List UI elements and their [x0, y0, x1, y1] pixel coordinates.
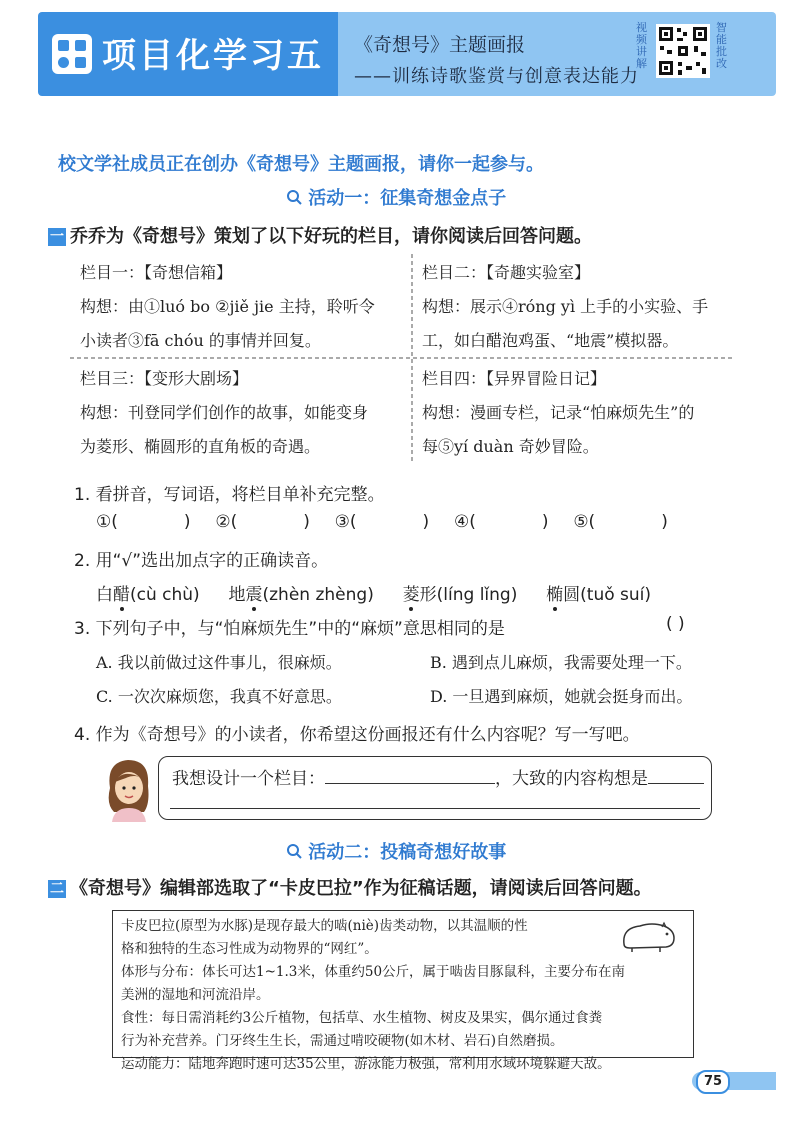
passage-line: 格和独特的生态习性成为动物界的“网红”。: [121, 941, 378, 957]
passage-line: 卡皮巴拉(原型为水豚)是现存最大的啮(niè)齿类动物，以其温顺的性: [121, 918, 528, 934]
column-desc-line: 构想：由①luó bo ②jiě jie 主持，聆听令: [80, 297, 375, 316]
section-title-2: 《奇想号》编辑部选取了“卡皮巴拉”作为征稿话题，请阅读后回答问题。: [70, 878, 652, 899]
column-cell-3: [80, 362, 368, 464]
option-a[interactable]: A. 我以前做过这件事儿，很麻烦。: [96, 653, 342, 672]
option-d[interactable]: D. 一旦遇到麻烦，她就会挺身而出。: [430, 687, 693, 706]
pinyin-item[interactable]: [403, 585, 518, 605]
search-icon: [286, 189, 302, 210]
grid-icon: [52, 34, 92, 74]
column-name: 栏目四：【异界冒险日记】: [422, 369, 607, 388]
blank-close-2: ): [303, 512, 310, 532]
activity-title-2-text: 活动二：投稿奇想好故事: [308, 842, 507, 863]
prompt-text: 我想设计一个栏目：: [172, 769, 325, 789]
prompt-text-2: ，大致的内容构想是: [495, 769, 648, 789]
pinyin-options: (zhèn zhèng): [262, 585, 374, 605]
page-title: 项目化学习五: [102, 36, 324, 76]
page-header: [0, 0, 800, 118]
column-desc-line: 小读者③fā chóu 的事情并回复。: [80, 331, 321, 350]
dotted-char: 椭: [546, 585, 564, 605]
content-blank-line-2[interactable]: [170, 808, 700, 809]
qr-label-right: 智能批改: [716, 21, 727, 70]
blank-open-1: ①(: [96, 512, 118, 532]
question-3: 3. 下列句子中，与“怕麻烦先生”中的“麻烦”意思相同的是: [74, 619, 505, 639]
answer-paren[interactable]: ( ): [666, 614, 685, 634]
reading-passage: [112, 910, 694, 1072]
pinyin-item[interactable]: [229, 585, 374, 605]
dotted-char: 醋: [113, 585, 130, 605]
page-number: 75: [696, 1070, 730, 1094]
pinyin-choices-row: [96, 580, 716, 605]
question-2: 2. 用“√”选出加点字的正确读音。: [74, 551, 329, 571]
section-number-1: 一: [50, 229, 64, 245]
column-table: [70, 252, 734, 464]
column-desc-line: 工，如白醋泡鸡蛋、“地震”模拟器。: [422, 331, 679, 350]
pinyin-options: (líng lǐng): [436, 585, 518, 605]
passage-line: 美洲的湿地和河流沿岸。: [121, 987, 270, 1003]
activity-title-1: [286, 184, 506, 210]
column-name: 栏目一：【奇想信箱】: [80, 263, 233, 282]
passage-line: 体形与分布：体长可达1~1.3米，体重约50公斤，属于啮齿目豚鼠科，主要分布在南: [121, 964, 626, 980]
dotted-char: 菱: [402, 585, 420, 605]
header-subtitle: 《奇想号》主题画报: [354, 34, 526, 56]
pinyin-options: (tuǒ suí): [580, 585, 652, 605]
blank-open-2: ②(: [215, 512, 238, 532]
question-4: 4. 作为《奇想号》的小读者，你希望这份画报还有什么内容呢？写一写吧。: [74, 725, 640, 745]
option-b[interactable]: B. 遇到点儿麻烦，我需要处理一下。: [430, 653, 692, 672]
column-name-blank[interactable]: [325, 783, 495, 784]
pinyin-options: (cù chù): [130, 585, 200, 605]
qr-code-icon[interactable]: [656, 24, 710, 78]
column-desc-line: 构想：刊登同学们创作的故事，如能变身: [80, 403, 369, 422]
option-c[interactable]: C. 一次次麻烦您，我真不好意思。: [96, 687, 342, 706]
blank-close-5: ): [661, 512, 668, 532]
intro-text: 校文学社成员正在创办《奇想号》主题画报，请你一起参与。: [58, 154, 544, 175]
blank-open-5: ⑤(: [573, 512, 596, 532]
activity-title-1-text: 活动一：征集奇想金点子: [308, 188, 507, 209]
column-cell-1: [80, 256, 375, 358]
search-icon: [286, 843, 302, 864]
passage-line: 行为补充营养。门牙终生生长，需通过啃咬硬物(如木材、岩石)自然磨损。: [121, 1033, 564, 1049]
speech-bubble-text: [172, 764, 704, 789]
pinyin-item[interactable]: [96, 585, 200, 605]
header-tagline: ——训练诗歌鉴赏与创意表达能力: [354, 66, 639, 87]
blank-open-3: ③(: [334, 512, 357, 532]
column-name: 栏目三：【变形大剧场】: [80, 369, 249, 388]
column-name: 栏目二：【奇趣实验室】: [422, 263, 591, 282]
column-cell-2: [422, 256, 708, 358]
section-title-1: 乔乔为《奇想号》策划了以下好玩的栏目，请你阅读后回答问题。: [70, 226, 592, 247]
pinyin-word: 白醋: [96, 585, 130, 605]
pinyin-item[interactable]: [546, 585, 651, 605]
column-desc-line: 为菱形、椭圆形的直角板的奇遇。: [80, 437, 321, 456]
blank-close-3: ): [422, 512, 430, 532]
blank-close-1: ): [183, 512, 191, 532]
blank-close-4: ): [541, 512, 549, 532]
girl-avatar-icon: [100, 752, 158, 822]
pinyin-word: 菱形: [402, 585, 437, 605]
capybara-icon: [618, 914, 678, 954]
pinyin-word: 地震: [228, 585, 263, 605]
section-heading-2: [48, 874, 652, 900]
content-blank[interactable]: [648, 783, 704, 784]
column-cell-4: [422, 362, 694, 464]
activity-title-2: [286, 838, 506, 864]
answer-blanks-row: [96, 512, 696, 532]
question-1: 1. 看拼音，写词语，将栏目单补充完整。: [74, 485, 385, 505]
passage-line: 运动能力：陆地奔跑时速可达35公里，游泳能力极强，常利用水域环境躲避天敌。: [121, 1056, 611, 1072]
section-number-2: 二: [50, 881, 64, 897]
passage-line: 食性：每日需消耗约3公斤植物，包括草、水生植物、树皮及果实，偶尔通过食粪: [121, 1010, 603, 1026]
qr-label-left: 视频讲解: [636, 21, 647, 70]
blank-open-4: ④(: [453, 512, 476, 532]
dotted-char: 震: [245, 585, 263, 605]
section-heading-1: [48, 222, 592, 248]
column-desc-line: 构想：漫画专栏，记录“怕麻烦先生”的: [422, 403, 695, 422]
pinyin-word: 椭圆: [546, 585, 581, 605]
column-desc-line: 构想：展示④róng yì 上手的小实验、手: [422, 297, 709, 316]
column-desc-line: 每⑤yí duàn 奇妙冒险。: [422, 437, 599, 456]
